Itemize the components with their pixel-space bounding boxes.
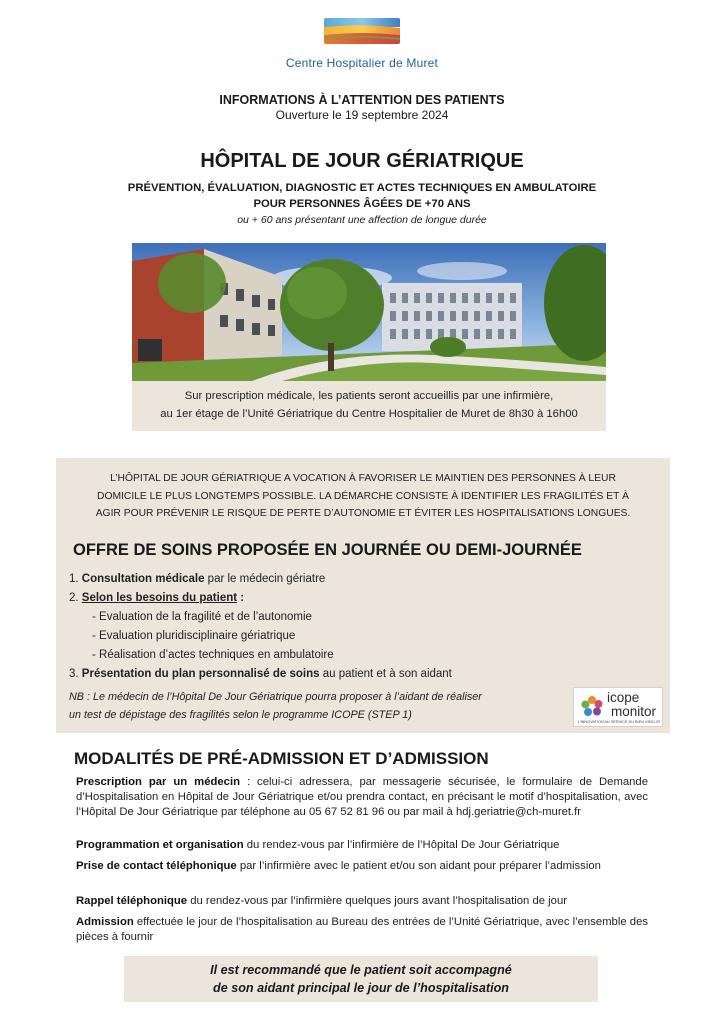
step-label: Programmation et organisation bbox=[76, 839, 244, 851]
list-item-bold: Selon les besoins du patient bbox=[81, 592, 238, 604]
mission-statement bbox=[56, 470, 670, 523]
mission-line-3: AGIR POUR PRÉVENIR LE RISQUE DE PERTE D’AUTONOMIE ET ÉVITER LES HOSPITALISATIONS LONGUES. bbox=[95, 508, 631, 519]
page-title: HÔPITAL DE JOUR GÉRIATRIQUE bbox=[200, 150, 524, 172]
list-number: 1. bbox=[69, 573, 79, 585]
step-text: : celui-ci adressera, par messagerie sécurisée, le formulaire de Demande d’Hospitalisation en Hôpital de Jour Gériatrique et/ou prendra contact, en précisant le motif d’hospitalisation, avec l’Hôpital De Jour Gériatrique par téléphone au 05 67 52 81 96 ou par mail à hdj.geriatrie@ch-muret.fr bbox=[76, 776, 648, 818]
icope-tagline: L’INNOVATION AU SERVICE DU BIEN VIEILLIR bbox=[577, 720, 661, 724]
hospital-building-photo bbox=[132, 243, 606, 381]
step-text: effectuée le jour de l’hospitalisation au Bureau des entrées de l’Unité Gériatrique, avec l’ensemble des pièces à fournir bbox=[76, 916, 648, 943]
monitor-word: monitor bbox=[611, 704, 657, 719]
list-item bbox=[69, 570, 452, 589]
admission-step-contact bbox=[76, 859, 648, 874]
nb-line-1: NB : Le médecin de l’Hôpital De Jour Gériatrique pourra proposer à l’aidant de réaliser bbox=[69, 691, 482, 703]
sub-list-item: - Evaluation pluridisciplinaire gériatrique bbox=[92, 630, 296, 642]
step-text: du rendez-vous par l’infirmière de l’Hôpital De Jour Gériatrique bbox=[243, 839, 560, 851]
step-text: par l’infirmière avec le patient et/ou son aidant pour préparer l’admission bbox=[236, 860, 601, 872]
subtitle-condition: ou + 60 ans présentant une affection de longue durée bbox=[237, 214, 487, 226]
sub-list-item: - Réalisation d’actes techniques en ambulatoire bbox=[92, 649, 334, 661]
logo-mark-icon bbox=[324, 18, 400, 44]
icope-word: icope bbox=[607, 690, 640, 705]
care-offer-panel bbox=[56, 458, 670, 733]
caption-line-1: Sur prescription médicale, les patients seront accueillis par une infirmière, bbox=[184, 390, 554, 402]
list-item bbox=[69, 589, 452, 608]
admission-step-programming bbox=[76, 838, 648, 853]
care-offer-list bbox=[69, 570, 452, 684]
care-offer-title: OFFRE DE SOINS PROPOSÉE EN JOURNÉE OU DEMI-JOURNÉE bbox=[73, 541, 582, 559]
subtitle-services: PRÉVENTION, ÉVALUATION, DIAGNOSTIC ET ACTES TECHNIQUES EN AMBULATOIRE bbox=[127, 182, 597, 194]
caregiver-recommendation bbox=[124, 956, 598, 1002]
recommendation-line-2: de son aidant principal le jour de l’hospitalisation bbox=[213, 981, 509, 995]
nb-line-2: un test de dépistage des fragilités selon le programme ICOPE (STEP 1) bbox=[69, 709, 412, 721]
list-item-text: par le médecin gériatre bbox=[204, 573, 326, 585]
list-item-bold: Présentation du plan personnalisé de soins bbox=[81, 668, 320, 680]
list-item-bold: Consultation médicale bbox=[81, 573, 205, 585]
hospital-logo bbox=[0, 18, 724, 70]
step-label: Rappel téléphonique bbox=[76, 895, 188, 907]
icope-monitor-logo bbox=[573, 687, 663, 727]
mission-line-1: L’HÔPITAL DE JOUR GÉRIATRIQUE A VOCATION À FAVORISER LE MAINTIEN DES PERSONNES À LEUR bbox=[110, 473, 616, 484]
info-header bbox=[0, 93, 724, 122]
photo-caption bbox=[132, 381, 606, 431]
list-item-text: au patient et à son aidant bbox=[319, 668, 452, 680]
info-title: INFORMATIONS À L’ATTENTION DES PATIENTS bbox=[219, 93, 505, 107]
list-item-text: : bbox=[237, 592, 245, 604]
step-label: Prescription par un médecin bbox=[76, 776, 240, 788]
step-label: Admission bbox=[76, 916, 134, 928]
nb-note bbox=[69, 688, 482, 724]
icope-flower-icon bbox=[579, 694, 605, 720]
step-label: Prise de contact téléphonique bbox=[76, 860, 237, 872]
list-item bbox=[69, 665, 452, 684]
subtitle-age: POUR PERSONNES ÂGÉES DE +70 ANS bbox=[253, 198, 471, 210]
organization-name: Centre Hospitalier de Muret bbox=[285, 56, 439, 70]
admission-step-reminder bbox=[76, 894, 648, 909]
step-text: du rendez-vous par l’infirmière quelques jours avant l’hospitalisation de jour bbox=[187, 895, 568, 907]
recommendation-line-1: Il est recommandé que le patient soit accompagné bbox=[210, 963, 512, 977]
admission-step-admission bbox=[76, 915, 648, 945]
list-number: 2. bbox=[69, 592, 79, 604]
caption-line-2: au 1er étage de l’Unité Gériatrique du Centre Hospitalier de Muret de 8h30 à 16h00 bbox=[160, 408, 578, 420]
mission-line-2: DOMICILE LE PLUS LONGTEMPS POSSIBLE. LA DÉMARCHE CONSISTE À IDENTIFIER LES FRAGILITÉS ET À bbox=[97, 490, 629, 502]
sub-list-item: - Evaluation de la fragilité et de l’autonomie bbox=[92, 611, 312, 623]
list-number: 3. bbox=[69, 668, 79, 680]
admission-title: MODALITÉS DE PRÉ-ADMISSION ET D’ADMISSION bbox=[74, 749, 489, 768]
opening-date: Ouverture le 19 septembre 2024 bbox=[275, 108, 449, 122]
admission-step-prescription bbox=[76, 775, 648, 820]
